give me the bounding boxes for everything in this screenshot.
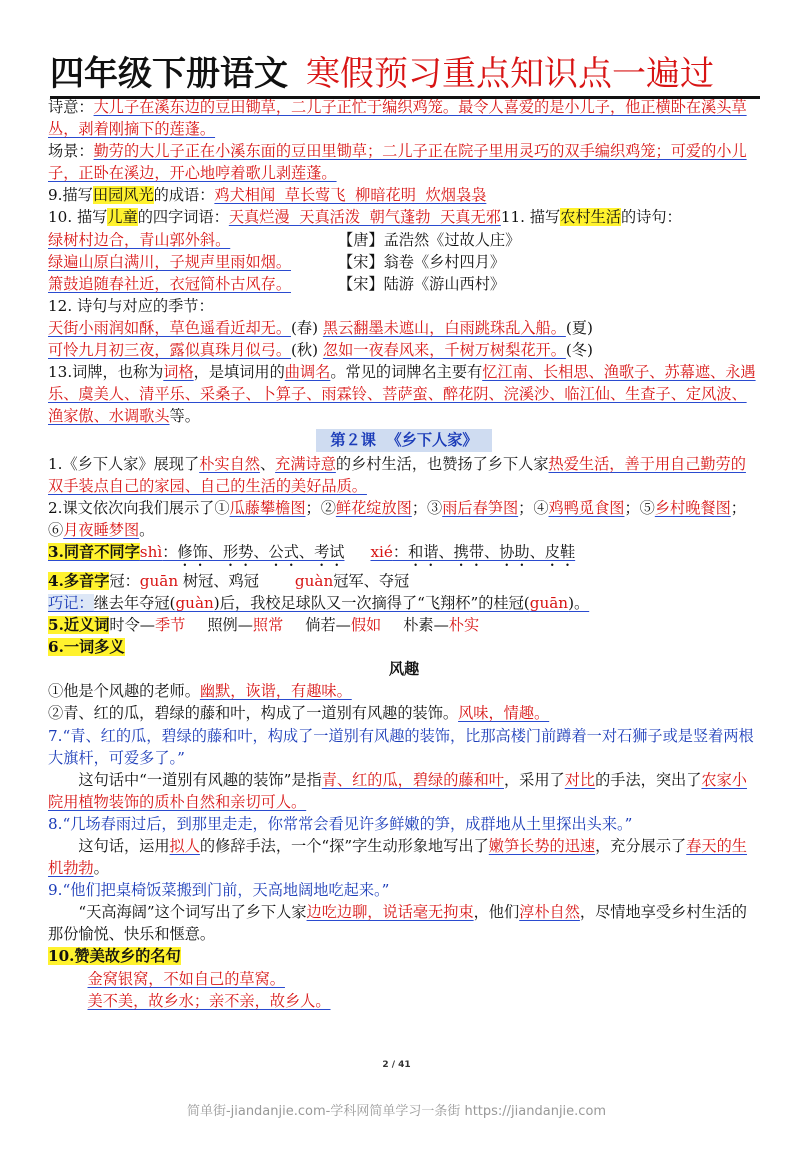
title-main: 四年级下册语文 [50,54,288,94]
l2-q8-answer: 这句话，运用拟人的修辞手法，一个“探”字生动形象地写出了嫩笋长势的迅速，充分展示了春天的生机勃勃。 [48,837,747,878]
poem-row-1: 绿树村边合，青山郭外斜。 【唐】孟浩然《过故人庄》 [48,230,521,249]
document-content [48,96,760,1012]
page-number: 2 / 41 [382,1060,411,1070]
l2-q3-homophones: 3.同音不同字shì：修饰、形势、公式、考试 xié：和谐、携带、协助、皮鞋 [48,542,576,561]
l2-q7-answer: 这句话中“一道别有风趣的装饰”是指青、红的瓜，碧绿的藤和叶，采用了对比的手法，突出了农家小院用植物装饰的质朴自然和亲切可人。 [48,770,747,811]
poem-scene: 场景：勤劳的大儿子正在小溪东面的豆田里锄草；二儿子正在院子里用灵巧的双手编织鸡笼；可爱的小儿子，正卧在溪边，开心地哼着歌儿剥莲蓬。 [48,142,747,183]
season-row-2: 可怜九月初三夜，露似真珠月似弓。(秋) 忽如一夜春风来，千树万树梨花开。(冬) [48,341,593,360]
q13-cipai: 13.词牌，也称为词格，是填词用的曲调名。常见的词牌名主要有忆江南、长相思、渔歌子、苏幕遮、永遇乐、虞美人、清平乐、采桑子、卜算子、雨霖铃、菩萨蛮、醉花阴、浣溪沙、临江仙、生查子、定风波、渔家傲、水调歌头等。 [48,363,756,426]
l2-q10-line-2: 美不美，故乡水；亲不亲，故乡人。 [87,991,331,1010]
l2-q10-heading: 10.赞美故乡的名句 [48,947,181,966]
q10-q11: 10. 描写儿童的四字词语：天真烂漫 天真活泼 朝气蓬勃 天真无邪11. 描写农村生活的诗句： [48,208,682,227]
l2-q6-heading: 6.一词多义 [48,638,125,657]
l2-q7-quote: 7.“青、红的瓜，碧绿的藤和叶，构成了一道别有风趣的装饰，比那高楼门前蹲着一对石狮子或是竖着两根大旗杆，可爱多了。” [48,726,754,767]
l2-meaning-2: ②青、红的瓜，碧绿的藤和叶，构成了一道别有风趣的装饰。风味，情趣。 [48,704,550,723]
l2-q4-polyphones: 4.多音字冠：guān 树冠、鸡冠 guàn冠军、夺冠 [48,571,410,590]
l2-meaning-1: ①他是个风趣的老师。幽默，诙谐，有趣味。 [48,682,352,701]
l2-q9-quote: 9.“他们把桌椅饭菜搬到门前，天高地阔地吃起来。” [48,881,390,900]
q9-idioms: 9.描写田园风光的成语：鸡犬相闻 草长莺飞 柳暗花明 炊烟袅袅 [48,186,487,205]
l2-q8-quote: 8.“几场春雨过后，到那里走走，你常常会看见许多鲜嫩的笋，成群地从土里探出头来。” [48,814,633,833]
l2-tip: 巧记：继去年夺冠(guàn)后，我校足球队又一次摘得了“飞翔杯”的桂冠(guān)。 [48,593,590,612]
page-title [50,46,760,99]
poem-row-2: 绿遍山原白满川，子规声里雨如烟。 【宋】翁卷《乡村四月》 [48,252,506,271]
footer-watermark: 简单街-jiandanjie.com-学科网简单学习一条街 https://jiandanjie.com [186,1104,607,1119]
poem-row-3: 箫鼓追随春社近，衣冠简朴古风存。 【宋】陆游《游山西村》 [48,274,506,293]
l2-q5-synonyms: 5.近义词时令—季节 照例—照常 倘若—假如 朴素—朴实 [48,616,480,635]
l2-q2: 2.课文依次向我们展示了①瓜藤攀檐图；②鲜花绽放图；③雨后春笋图；④鸡鸭觅食图；⑤乡村晚餐图；⑥月夜睡梦图。 [48,498,746,539]
q12-title: 12. 诗句与对应的季节： [48,296,214,315]
l2-q9-answer: “天高海阔”这个词写出了乡下人家边吃边聊，说话毫无拘束，他们淳朴自然，尽情地享受乡村生活的那份愉悦、快乐和惬意。 [48,903,747,944]
season-row-1: 天街小雨润如酥，草色遥看近却无。(春) 黑云翻墨未遮山，白雨跳珠乱入船。(夏) [48,318,593,337]
title-sub: 寒假预习重点知识点一遍过 [306,54,714,94]
poem-meaning: 诗意：大儿子在溪东边的豆田锄草，二儿子正忙于编织鸡笼。最令人喜爱的是小儿子，他正横卧在溪头草丛，剥着刚摘下的莲蓬。 [48,98,747,139]
lesson-heading: 第２课 《乡下人家》 [48,429,760,451]
l2-q1: 1.《乡下人家》展现了朴实自然、充满诗意的乡村生活，也赞扬了乡下人家热爱生活，善于用自己勤劳的双手装点自己的家园、自己的生活的美好品质。 [48,454,746,495]
l2-q6-word: 风趣 [388,660,420,679]
l2-q10-line-1: 金窝银窝，不如自己的草窝。 [87,969,285,988]
